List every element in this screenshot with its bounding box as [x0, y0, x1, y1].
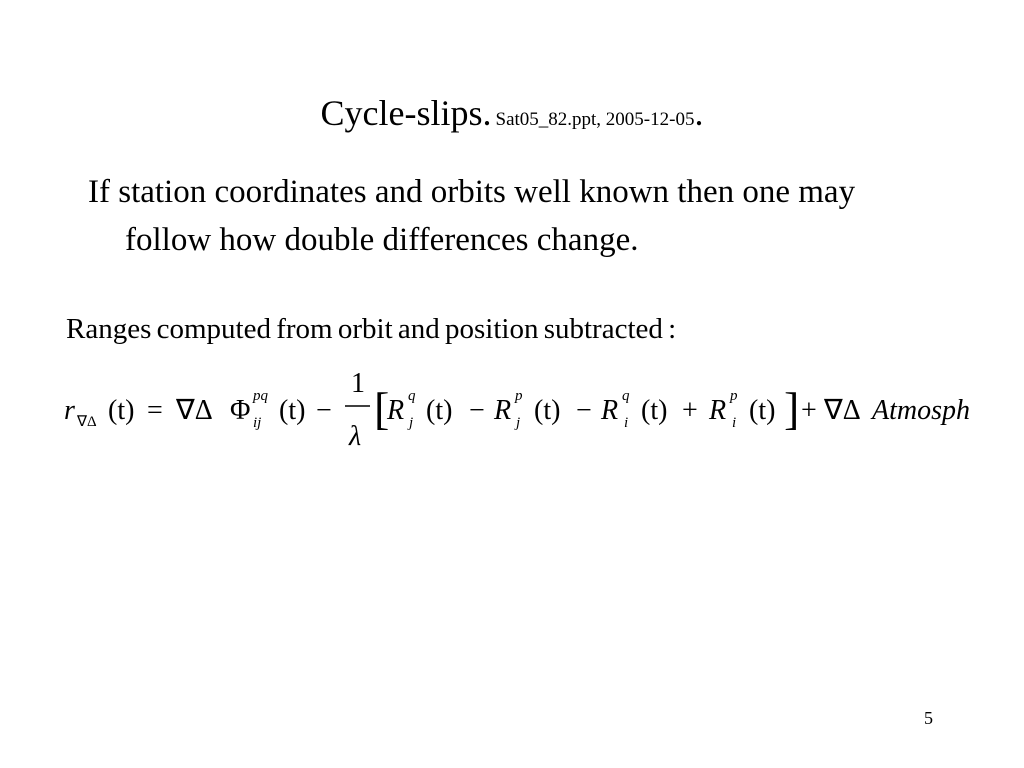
slide-title-line	[0, 92, 1024, 134]
eq-phi-superscript: pq	[253, 388, 268, 404]
eq-R-2-superscript: p	[515, 388, 523, 404]
eq-minus-3: −	[576, 395, 592, 426]
eq-R-1: R	[387, 395, 405, 426]
eq-R-3: R	[601, 395, 619, 426]
eq-atmosphere: Atmosph	[872, 395, 970, 426]
eq-R-2-subscript: j	[516, 415, 521, 431]
eq-R-3-arg: (t)	[641, 395, 668, 426]
eq-R-2-arg: (t)	[534, 395, 561, 426]
eq-minus-2: −	[469, 395, 485, 426]
eq-equals: =	[147, 395, 163, 426]
slide-source-note: Sat05_82.ppt, 2005-12-05	[495, 109, 695, 130]
eq-plus-1: +	[682, 395, 698, 426]
eq-R-3-subscript: i	[624, 415, 629, 431]
eq-nabla-delta: ∇Δ	[176, 395, 213, 426]
eq-R-4-subscript: i	[732, 415, 737, 431]
eq-nabla-delta-2: ∇Δ	[824, 395, 861, 426]
equation	[64, 362, 1014, 462]
eq-R-1-superscript: q	[408, 388, 416, 404]
eq-bracket-close: ]	[784, 383, 800, 434]
eq-phi-arg: (t)	[279, 395, 306, 426]
eq-fraction-numerator: 1	[351, 368, 365, 399]
eq-R-4-arg: (t)	[749, 395, 776, 426]
eq-R-4: R	[709, 395, 727, 426]
eq-R-4-superscript: p	[730, 388, 738, 404]
eq-lhs-subscript: ∇Δ	[77, 414, 97, 430]
slide-title: Cycle-slips.	[320, 93, 492, 133]
eq-phi-subscript: ij	[253, 415, 262, 431]
eq-plus-2: +	[801, 395, 817, 426]
eq-minus-1: −	[316, 395, 332, 426]
eq-R-3-superscript: q	[622, 388, 630, 404]
page-number: 5	[924, 708, 933, 728]
eq-R-1-arg: (t)	[426, 395, 453, 426]
eq-lhs-r: r	[64, 395, 75, 426]
slide-source-period: .	[694, 93, 704, 133]
eq-R-2: R	[494, 395, 512, 426]
eq-lhs-arg: (t)	[108, 395, 135, 426]
eq-R-1-subscript: j	[409, 415, 414, 431]
eq-fraction-denominator: λ	[349, 421, 362, 452]
bullet-text: If station coordinates and orbits well known then one may follow how double differences change.	[88, 174, 856, 258]
eq-phi: Φ	[230, 395, 251, 426]
equation-svg	[64, 362, 1014, 462]
ranges-statement: Ranges computed from orbit and position subtracted :	[66, 313, 677, 345]
eq-bracket-open: [	[374, 383, 390, 434]
